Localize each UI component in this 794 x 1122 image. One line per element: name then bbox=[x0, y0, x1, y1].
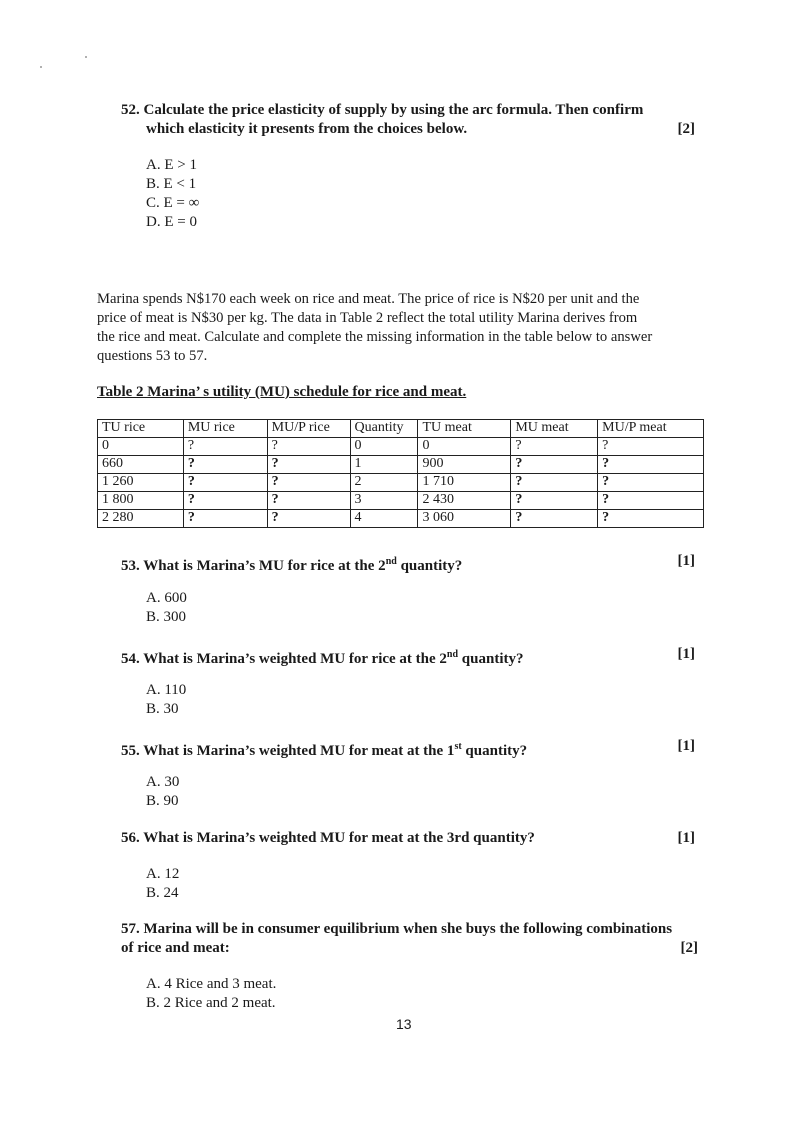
question-52-marks: [2] bbox=[677, 121, 695, 137]
option-a: A. E > 1 bbox=[146, 157, 197, 173]
table-cell: 1 710 bbox=[418, 474, 511, 492]
option-d: D. E = 0 bbox=[146, 214, 197, 230]
scan-speck bbox=[85, 56, 87, 58]
header-tu-rice: TU rice bbox=[98, 420, 184, 438]
option-a: A. 600 bbox=[146, 590, 187, 606]
table-cell: ? bbox=[267, 492, 350, 510]
header-quantity: Quantity bbox=[350, 420, 418, 438]
question-54-text-end: quantity? bbox=[458, 651, 524, 667]
option-a: A. 30 bbox=[146, 774, 180, 790]
option-b: B. 2 Rice and 2 meat. bbox=[146, 995, 276, 1011]
table-cell: 660 bbox=[98, 456, 184, 474]
option-c: C. E = ∞ bbox=[146, 195, 200, 211]
question-52 bbox=[121, 101, 695, 139]
question-52-line2: which elasticity it presents from the choices below. bbox=[146, 121, 468, 137]
question-56-marks: [1] bbox=[677, 830, 695, 846]
question-53 bbox=[121, 552, 695, 576]
table-cell: ? bbox=[183, 510, 267, 528]
question-57-options bbox=[146, 975, 276, 1013]
question-54-options bbox=[146, 681, 186, 719]
table-cell: 4 bbox=[350, 510, 418, 528]
question-56-text: 56. What is Marina’s weighted MU for meat at the 3rd quantity? bbox=[121, 830, 535, 846]
table-cell: ? bbox=[511, 474, 598, 492]
intro-line: Marina spends N$170 each week on rice and meat. The price of rice is N$20 per unit and the bbox=[97, 291, 640, 307]
question-53-text-end: quantity? bbox=[396, 558, 463, 574]
question-55-text: 55. What is Marina’s weighted MU for meat at the 1 bbox=[121, 743, 455, 759]
table-cell: 1 260 bbox=[98, 474, 184, 492]
table-row bbox=[98, 456, 704, 474]
page-number: 13 bbox=[396, 1016, 412, 1032]
question-53-text: 53. What is Marina’s MU for rice at the 2 bbox=[121, 558, 386, 574]
question-55 bbox=[121, 737, 695, 761]
question-55-options bbox=[146, 773, 179, 811]
scan-speck bbox=[40, 66, 42, 68]
table-cell: ? bbox=[511, 492, 598, 510]
table-cell: 2 bbox=[350, 474, 418, 492]
question-56-options bbox=[146, 865, 179, 903]
header-mu-meat: MU meat bbox=[511, 420, 598, 438]
table-cell: ? bbox=[598, 456, 704, 474]
option-b: B. E < 1 bbox=[146, 176, 197, 192]
option-b: B. 90 bbox=[146, 793, 179, 809]
question-57-line1: 57. Marina will be in consumer equilibrium when she buys the following combinations bbox=[121, 921, 673, 937]
question-55-marks: [1] bbox=[677, 738, 695, 754]
header-mup-rice: MU/P rice bbox=[267, 420, 350, 438]
option-b: B. 300 bbox=[146, 609, 187, 625]
question-54-text: 54. What is Marina’s weighted MU for rice at the 2 bbox=[121, 651, 447, 667]
question-54 bbox=[121, 645, 695, 669]
table-cell: ? bbox=[511, 456, 598, 474]
table-cell: 1 bbox=[350, 456, 418, 474]
table-cell: ? bbox=[267, 510, 350, 528]
table-row bbox=[98, 474, 704, 492]
table-cell: ? bbox=[267, 438, 350, 456]
option-a: A. 4 Rice and 3 meat. bbox=[146, 976, 277, 992]
table-cell: 2 280 bbox=[98, 510, 184, 528]
question-57-line2: of rice and meat: bbox=[121, 940, 230, 956]
table-cell: 3 060 bbox=[418, 510, 511, 528]
table-cell: ? bbox=[598, 474, 704, 492]
table-cell: ? bbox=[598, 438, 704, 456]
table-row bbox=[98, 438, 704, 456]
option-b: B. 24 bbox=[146, 885, 179, 901]
question-56 bbox=[121, 829, 695, 848]
header-mu-rice: MU rice bbox=[183, 420, 267, 438]
table-title: Table 2 Marina’ s utility (MU) schedule for rice and meat. bbox=[97, 384, 467, 400]
table-cell: 3 bbox=[350, 492, 418, 510]
question-53-marks: [1] bbox=[677, 553, 695, 569]
table-cell: 900 bbox=[418, 456, 511, 474]
question-57 bbox=[121, 920, 698, 958]
question-52-options bbox=[146, 156, 199, 232]
table-cell: ? bbox=[183, 438, 267, 456]
table-row bbox=[98, 492, 704, 510]
intro-line: price of meat is N$30 per kg. The data in Table 2 reflect the total utility Marina derives from bbox=[97, 310, 638, 326]
intro-line: questions 53 to 57. bbox=[97, 348, 208, 364]
question-55-superscript: st bbox=[454, 741, 462, 752]
option-a: A. 110 bbox=[146, 682, 187, 698]
question-53-options bbox=[146, 589, 187, 627]
question-52-line1: 52. Calculate the price elasticity of supply by using the arc formula. Then confirm bbox=[121, 102, 644, 118]
table-cell: ? bbox=[183, 474, 267, 492]
table-cell: ? bbox=[598, 510, 704, 528]
table-cell: 1 800 bbox=[98, 492, 184, 510]
question-54-marks: [1] bbox=[677, 646, 695, 662]
header-mup-meat: MU/P meat bbox=[598, 420, 704, 438]
option-b: B. 30 bbox=[146, 701, 179, 717]
table-row bbox=[98, 510, 704, 528]
table-cell: ? bbox=[267, 474, 350, 492]
table-header-row bbox=[98, 420, 704, 438]
table-cell: ? bbox=[183, 492, 267, 510]
table-cell: ? bbox=[183, 456, 267, 474]
utility-table bbox=[97, 419, 704, 528]
table-cell: ? bbox=[598, 492, 704, 510]
table-cell: 0 bbox=[350, 438, 418, 456]
question-54-superscript: nd bbox=[446, 649, 459, 660]
question-57-marks: [2] bbox=[680, 940, 698, 956]
table-cell: 0 bbox=[418, 438, 511, 456]
option-a: A. 12 bbox=[146, 866, 180, 882]
table-cell: ? bbox=[511, 438, 598, 456]
question-55-text-end: quantity? bbox=[461, 743, 528, 759]
intro-line: the rice and meat. Calculate and complete the missing information in the table below to answer bbox=[97, 329, 653, 345]
table-cell: 0 bbox=[98, 438, 184, 456]
table-cell: ? bbox=[511, 510, 598, 528]
table-cell: ? bbox=[267, 456, 350, 474]
header-tu-meat: TU meat bbox=[418, 420, 511, 438]
intro-paragraph bbox=[97, 290, 717, 366]
question-53-superscript: nd bbox=[385, 556, 397, 567]
table-cell: 2 430 bbox=[418, 492, 511, 510]
